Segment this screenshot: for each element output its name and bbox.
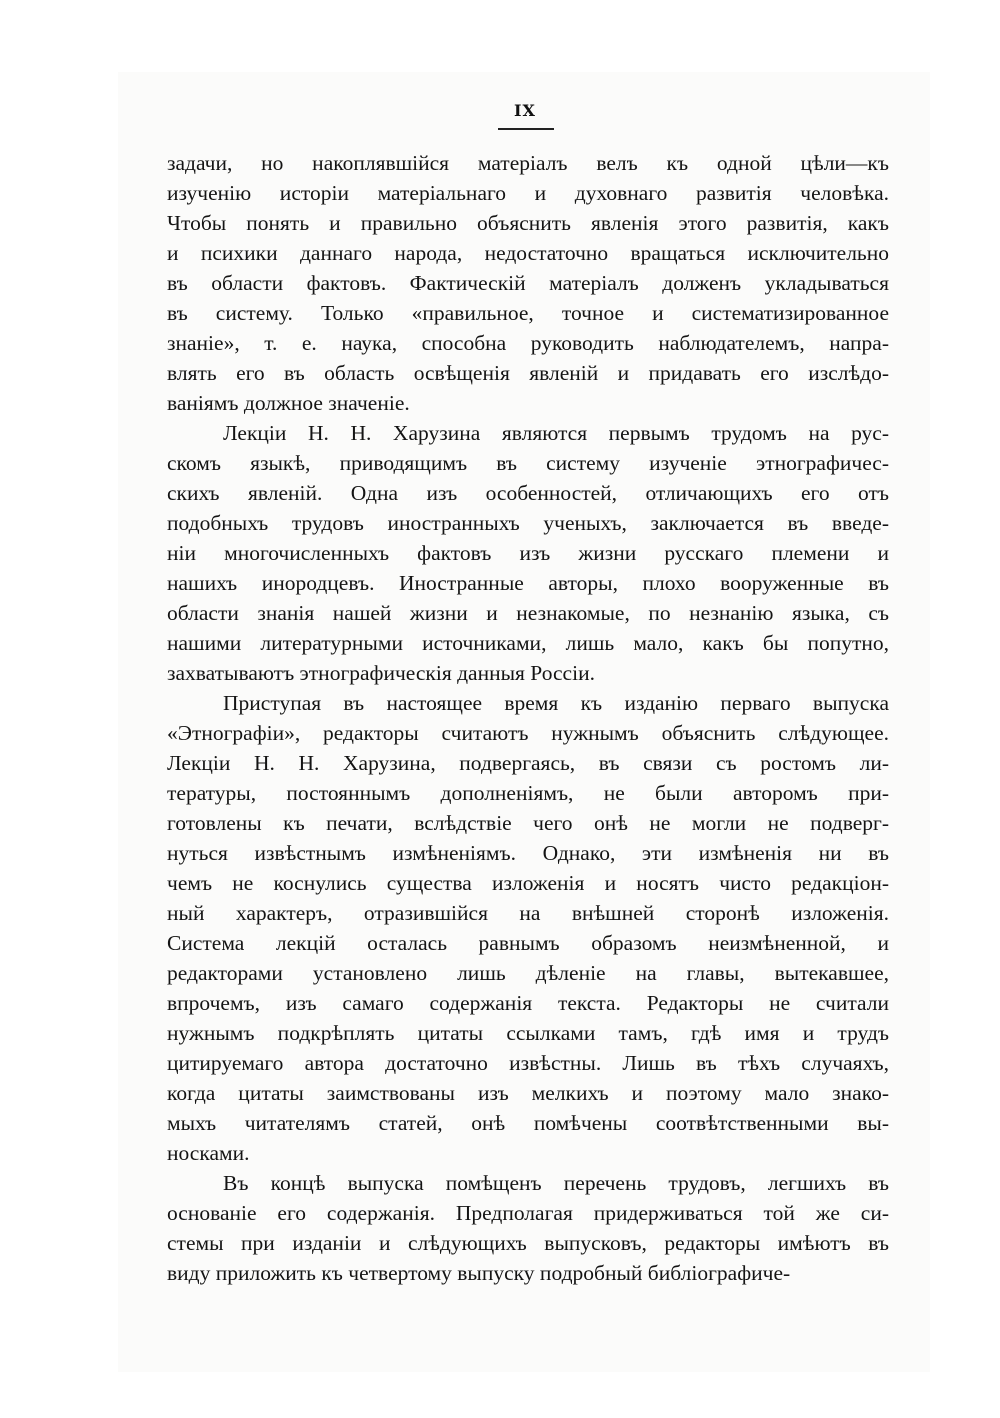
text-line: носками. xyxy=(167,1141,250,1165)
text-line: ніи многочисленныхъ фактовъ изъ жизни русскаго племени и xyxy=(167,541,889,565)
text-line: нужнымъ подкрѣплять цитаты ссылками тамъ, гдѣ имя и трудъ xyxy=(167,1021,889,1045)
text-line: Въ концѣ выпуска помѣщенъ перечень трудовъ, легшихъ въ xyxy=(223,1171,889,1195)
text-line: и психики даннаго народа, недостаточно вращаться исключительно xyxy=(167,241,889,265)
text-line: захватываютъ этнографическія данныя Россіи. xyxy=(167,661,595,685)
paragraph xyxy=(167,688,889,1168)
text-line: изученію исторіи матеріальнаго и духовнаго развитія человѣка. xyxy=(167,181,889,205)
page-number-rule xyxy=(498,128,554,130)
text-line: Лекціи Н. Н. Харузина являются первымъ трудомъ на рус- xyxy=(223,421,889,445)
paragraph xyxy=(167,148,889,418)
text-line: впрочемъ, изъ самаго содержанія текста. Редакторы не считали xyxy=(167,991,889,1015)
text-line: въ систему. Только «правильное, точное и систематизированное xyxy=(167,301,889,325)
text-line: когда цитаты заимствованы изъ мелкихъ и поэтому мало знако- xyxy=(167,1081,889,1105)
text-line: нуться извѣстнымъ измѣненіямъ. Однако, эти измѣненія ни въ xyxy=(167,841,889,865)
text-line: ваніямъ должное значеніе. xyxy=(167,391,410,415)
text-line: области знанія нашей жизни и незнакомые, по незнанію языка, съ xyxy=(167,601,889,625)
text-line: Система лекцій осталась равнымъ образомъ неизмѣненной, и xyxy=(167,931,889,955)
text-line: ный характеръ, отразившійся на внѣшней сторонѣ изложенія. xyxy=(167,901,889,925)
text-line: подобныхъ трудовъ иностранныхъ ученыхъ, заключается въ введе- xyxy=(167,511,889,535)
text-line: задачи, но накоплявшійся матеріалъ велъ къ одной цѣли—къ xyxy=(167,151,889,175)
text-line: мыхъ читателямъ статей, онѣ помѣчены соотвѣтственными вы- xyxy=(167,1111,889,1135)
text-line: Приступая въ настоящее время къ изданію перваго выпуска xyxy=(223,691,889,715)
text-line: основаніе его содержанія. Предполагая придерживаться той же си- xyxy=(167,1201,889,1225)
paragraph xyxy=(167,418,889,688)
text-line: знаніе», т. е. наука, способна руководить наблюдателемъ, напра- xyxy=(167,331,889,355)
text-line: чемъ не коснулись существа изложенія и носятъ чисто редакціон- xyxy=(167,871,889,895)
page-number: IX xyxy=(514,101,536,120)
text-line: влять его въ область освѣщенія явленій и придавать его изслѣдо- xyxy=(167,361,889,385)
text-line: нашихъ инородцевъ. Иностранные авторы, плохо вооруженные въ xyxy=(167,571,889,595)
text-line: тературы, постояннымъ дополненіямъ, не были авторомъ при- xyxy=(167,781,889,805)
text-line: стемы при изданіи и слѣдующихъ выпусковъ, редакторы имѣютъ въ xyxy=(167,1231,889,1255)
paragraph xyxy=(167,1168,889,1288)
text-line: «Этнографіи», редакторы считаютъ нужнымъ объяснить слѣдующее. xyxy=(167,721,889,745)
text-line: въ области фактовъ. Фактическій матеріалъ долженъ укладываться xyxy=(167,271,889,295)
text-line: виду приложить къ четвертому выпуску подробный библіографиче- xyxy=(167,1261,791,1285)
body-text xyxy=(167,148,889,1288)
text-line: Чтобы понять и правильно объяснить явленія этого развитія, какъ xyxy=(167,211,889,235)
text-line: цитируемаго автора достаточно извѣстны. Лишь въ тѣхъ случаяхъ, xyxy=(167,1051,889,1075)
text-line: готовлены къ печати, вслѣдствіе чего онѣ не могли не подверг- xyxy=(167,811,889,835)
text-line: Лекціи Н. Н. Харузина, подвергаясь, въ связи съ ростомъ ли- xyxy=(167,751,889,775)
text-line: редакторами установлено лишь дѣленіе на главы, вытекавшее, xyxy=(167,961,889,985)
text-line: скомъ языкѣ, приводящимъ въ систему изученіе этнографичес- xyxy=(167,451,889,475)
text-line: нашими литературными источниками, лишь мало, какъ бы попутно, xyxy=(167,631,889,655)
text-line: скихъ явленій. Одна изъ особенностей, отличающихъ его отъ xyxy=(167,481,889,505)
